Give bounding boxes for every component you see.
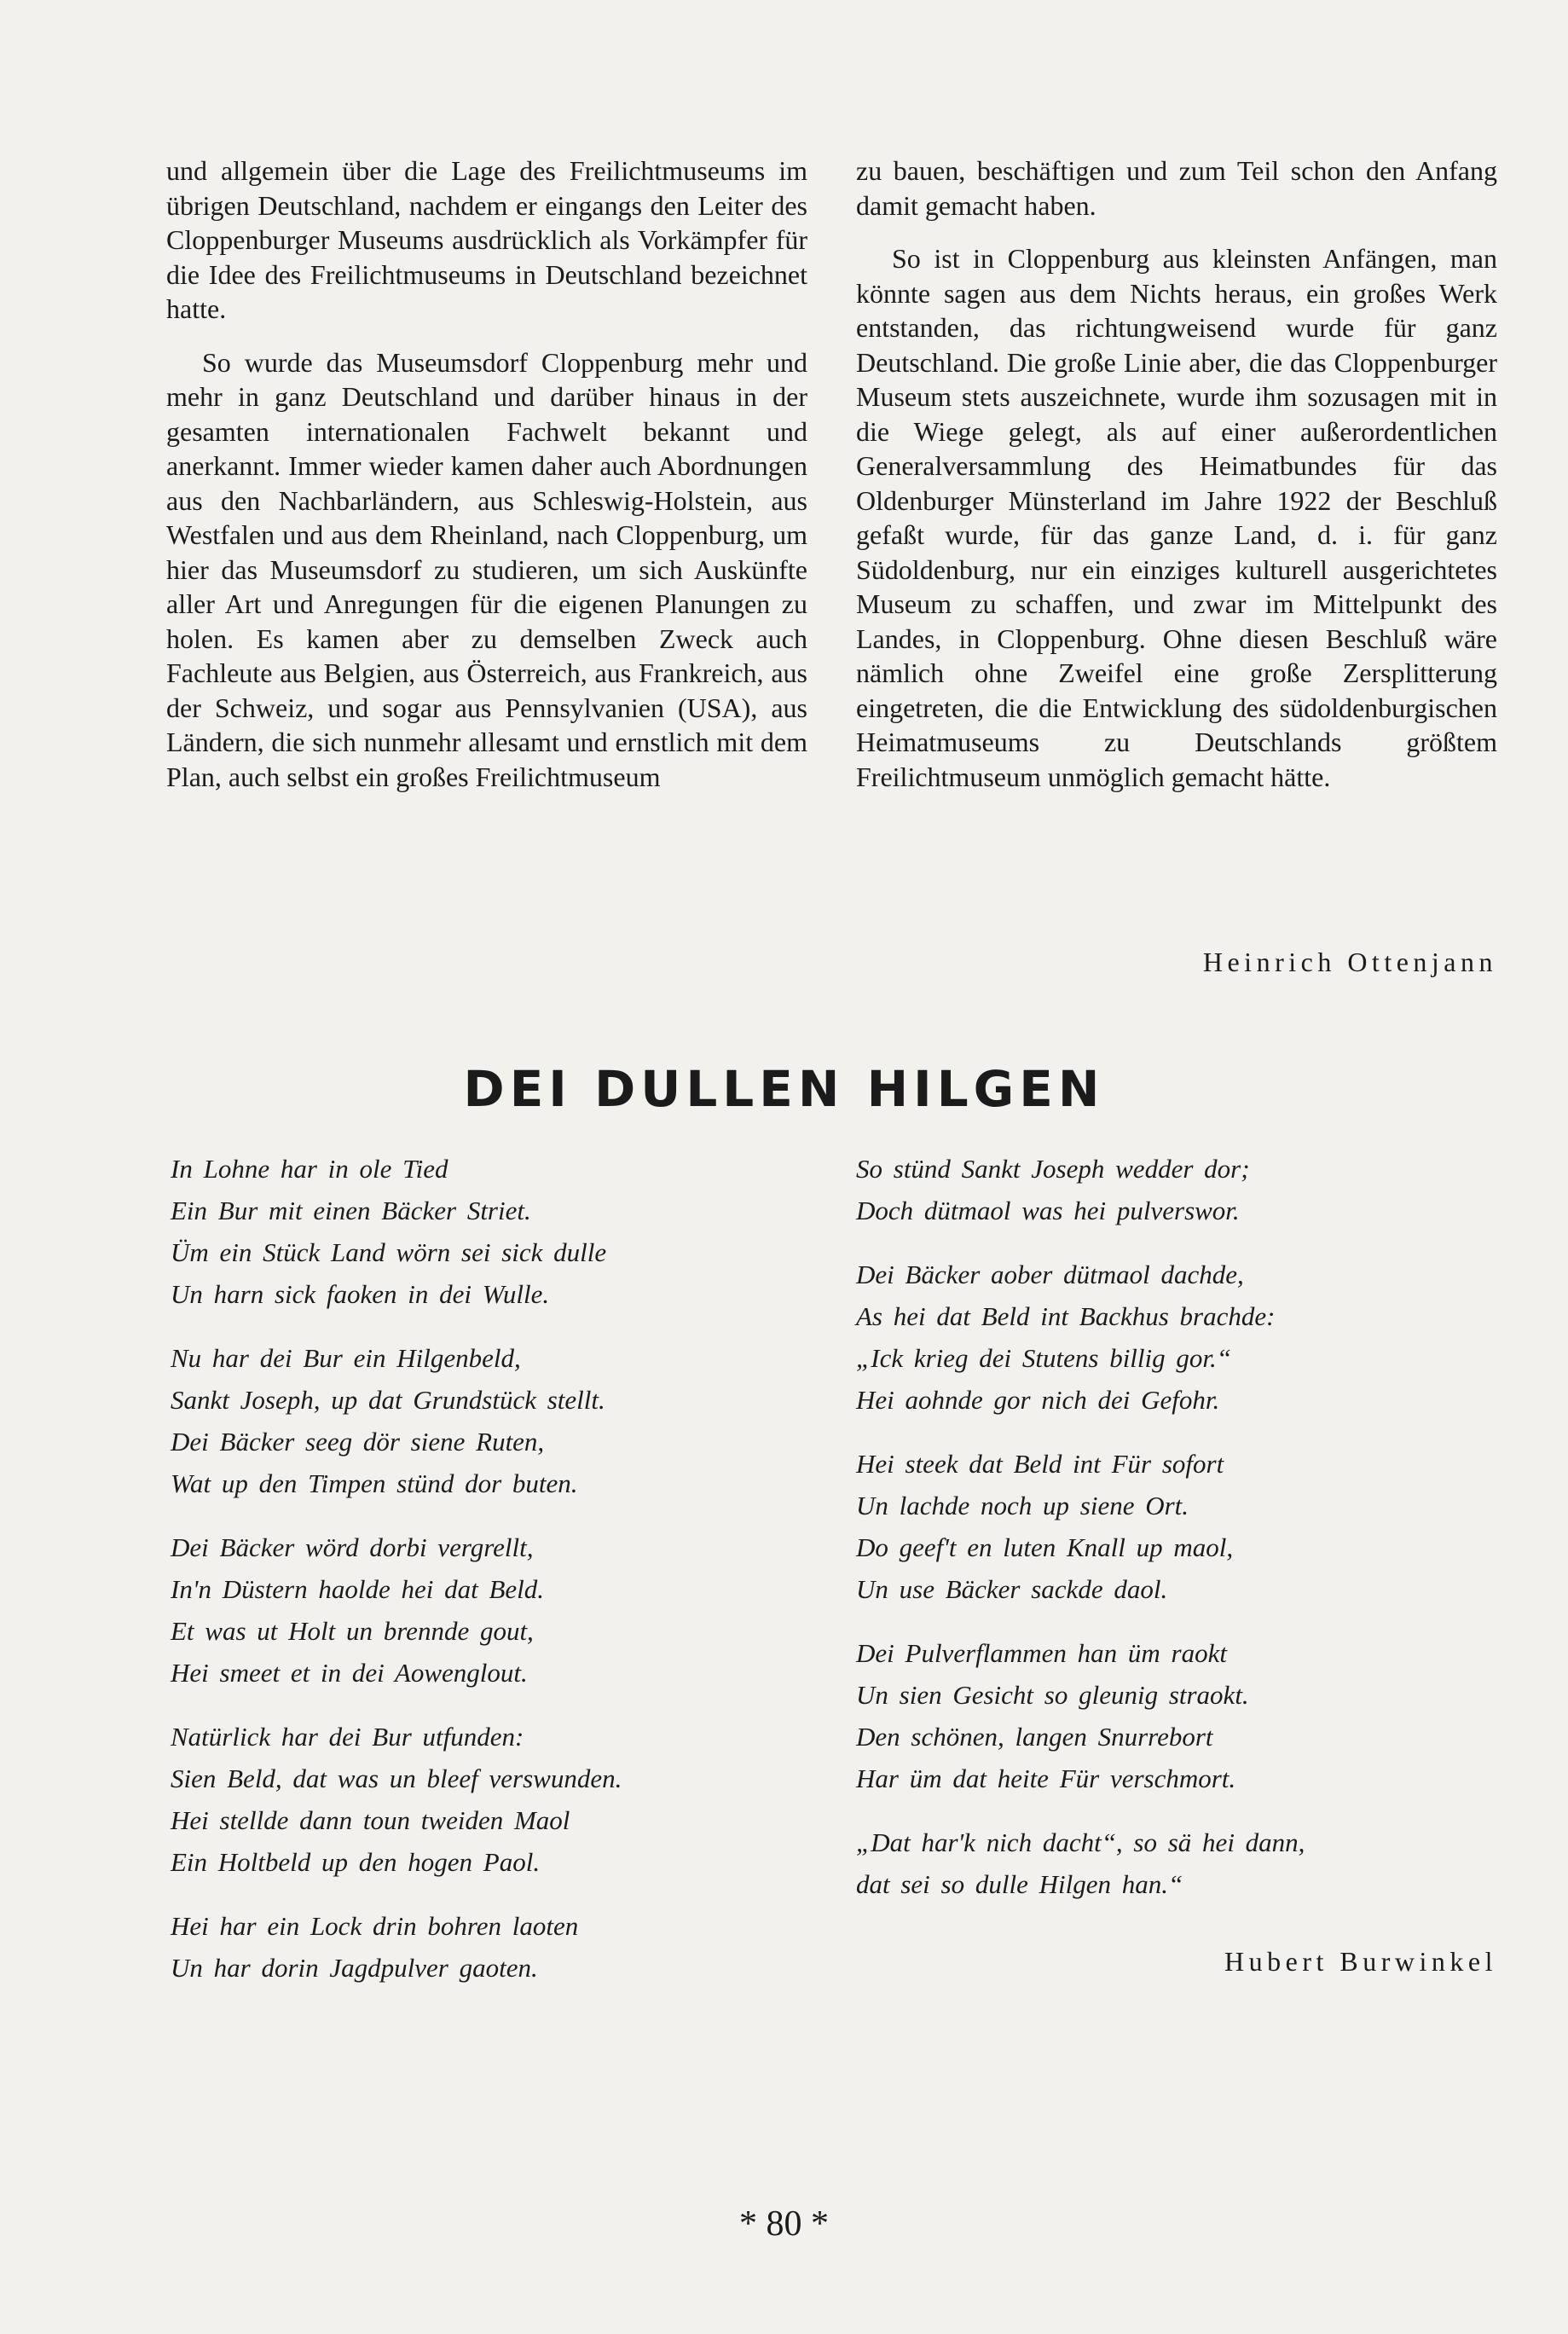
poem-line: Un sien Gesicht so gleunig straokt. bbox=[856, 1680, 1249, 1710]
paragraph: So wurde das Museumsdorf Cloppenburg mehr und mehr in ganz Deutschland und darüber hinaus in der gesamten internationalen Fachwelt bekannt und anerkannt. Immer wieder kamen daher auch Abordnungen aus den Nachbarländern, aus Schleswig-Holstein, aus Westfalen und aus dem Rheinland, nach Cloppenburg, um hier das Museumsdorf zu studieren, um sich Auskünfte aller Art und Anregungen für die eigenen Planungen zu holen. Es kamen aber zu demselben Zweck auch Fachleute aus Belgien, aus Österreich, aus Frankreich, aus der Schweiz, und sogar aus Pennsylvanien (USA), aus Ländern, die sich nunmehr allesamt und ernstlich mit dem Plan, auch selbst ein großes Freilichtmuseum bbox=[166, 346, 807, 792]
poem-stanza bbox=[171, 1716, 819, 1883]
paragraph: So ist in Cloppenburg aus kleinsten Anfängen, man könnte sagen aus dem Nichts heraus, ein großes Werk entstanden, das richtungweisend wurde für ganz Deutschland. Die große Linie aber, die das Cloppenburger Museum stets auszeichnete, wurde ihm sozusagen mit in die Wiege gelegt, als auf einer außerordentlichen Generalversammlung des Heimatbundes für das Oldenburger Münsterland im Jahre 1922 der Beschluß gefaßt wurde, für das ganze Land, d. i. für ganz Südoldenburg, nur ein einziges kulturell ausgerichtetes Museum zu schaffen, und zwar im Mittelpunkt des Landes, in Cloppenburg. Ohne diesen Beschluß wäre nämlich ohne Zweifel eine große Zersplitterung eingetreten, die die Entwicklung des südoldenburgischen Heimatmuseums zu Deutschlands größtem Freilichtmuseum unmöglich gemacht hätte. bbox=[856, 243, 1497, 792]
poem-line: Un harn sick faoken in dei Wulle. bbox=[171, 1279, 550, 1309]
poem-line: Sien Beld, dat was un bleef verswunden. bbox=[171, 1764, 622, 1793]
poem-line: Natürlick har dei Bur utfunden: bbox=[171, 1722, 524, 1752]
poem-line: Dei Pulverflammen han üm raokt bbox=[856, 1638, 1227, 1668]
poem-line: Hei smeet et in dei Aowenglout. bbox=[171, 1658, 528, 1688]
poem-line: Un har dorin Jagdpulver gaoten. bbox=[171, 1953, 538, 1983]
poem-line: Ein Holtbeld up den hogen Paol. bbox=[171, 1847, 541, 1877]
poem-line: Dei Bäcker wörd dorbi vergrellt, bbox=[171, 1532, 534, 1562]
page-number: * 80 * bbox=[739, 2204, 829, 2244]
article-column-left bbox=[166, 153, 807, 794]
poem-line: Wat up den Timpen stünd dor buten. bbox=[171, 1468, 578, 1498]
poem-line: Un use Bäcker sackde daol. bbox=[856, 1574, 1168, 1604]
poem-stanza bbox=[856, 1821, 1504, 1905]
poem-line: Nu har dei Bur ein Hilgenbeld, bbox=[171, 1343, 521, 1373]
poem-line: Hei steek dat Beld int Für sofort bbox=[856, 1449, 1224, 1479]
poem-stanza bbox=[856, 1443, 1504, 1610]
poem-line: As hei dat Beld int Backhus brachde: bbox=[856, 1301, 1276, 1331]
poem-stanza bbox=[171, 1526, 819, 1694]
poem-line: In Lohne har in ole Tied bbox=[171, 1154, 448, 1184]
poem-line: Den schönen, langen Snurrebort bbox=[856, 1722, 1213, 1752]
article-author: Heinrich Ottenjann bbox=[1202, 947, 1497, 977]
paragraph: zu bauen, beschäftigen und zum Teil schon den Anfang damit gemacht haben. bbox=[856, 155, 1497, 221]
article-column-right bbox=[856, 153, 1497, 794]
poem-line: Ein Bur mit einen Bäcker Striet. bbox=[171, 1196, 531, 1225]
poem-line: „Ick krieg dei Stutens billig gor.“ bbox=[856, 1343, 1232, 1373]
poem-column-left bbox=[171, 1148, 819, 2011]
poem-stanza bbox=[171, 1905, 819, 1989]
poem-author: Hubert Burwinkel bbox=[1224, 1946, 1497, 1977]
poem-line: Üm ein Stück Land wörn sei sick dulle bbox=[171, 1237, 607, 1267]
paragraph: und allgemein über die Lage des Freilichtmuseums im übrigen Deutschland, nachdem er eingangs den Leiter des Cloppenburger Museums ausdrücklich als Vorkämpfer für die Idee des Freilichtmuseums in Deutschland bezeichnet hatte. bbox=[166, 155, 807, 324]
poem-line: Hei aohnde gor nich dei Gefohr. bbox=[856, 1385, 1220, 1415]
poem-line: So stünd Sankt Joseph wedder dor; bbox=[856, 1154, 1250, 1184]
poem-line: Dei Bäcker seeg dör siene Ruten, bbox=[171, 1427, 545, 1457]
poem-line: „Dat har'k nich dacht“, so sä hei dann, bbox=[856, 1827, 1305, 1857]
poem-title: DEI DULLEN HILGEN bbox=[463, 1060, 1105, 1118]
poem-line: Hei har ein Lock drin bohren laoten bbox=[171, 1911, 579, 1941]
poem-line: In'n Düstern haolde hei dat Beld. bbox=[171, 1574, 545, 1604]
poem-line: Har üm dat heite Für verschmort. bbox=[856, 1764, 1236, 1793]
poem-line: dat sei so dulle Hilgen han.“ bbox=[856, 1869, 1183, 1899]
poem-line: Hei stellde dann toun tweiden Maol bbox=[171, 1805, 570, 1835]
poem-line: Sankt Joseph, up dat Grundstück stellt. bbox=[171, 1385, 605, 1415]
poem-stanza bbox=[171, 1337, 819, 1504]
poem-column-right bbox=[856, 1148, 1504, 1927]
poem-stanza bbox=[856, 1632, 1504, 1799]
poem-line: Et was ut Holt un brennde gout, bbox=[171, 1616, 534, 1646]
poem-line: Un lachde noch up siene Ort. bbox=[856, 1491, 1189, 1520]
poem-stanza bbox=[856, 1254, 1504, 1421]
poem-stanza bbox=[856, 1148, 1504, 1231]
poem-line: Dei Bäcker aober dütmaol dachde, bbox=[856, 1260, 1244, 1289]
poem-line: Doch dütmaol was hei pulverswor. bbox=[856, 1196, 1240, 1225]
poem-stanza bbox=[171, 1148, 819, 1315]
poem-line: Do geef't en luten Knall up maol, bbox=[856, 1532, 1234, 1562]
